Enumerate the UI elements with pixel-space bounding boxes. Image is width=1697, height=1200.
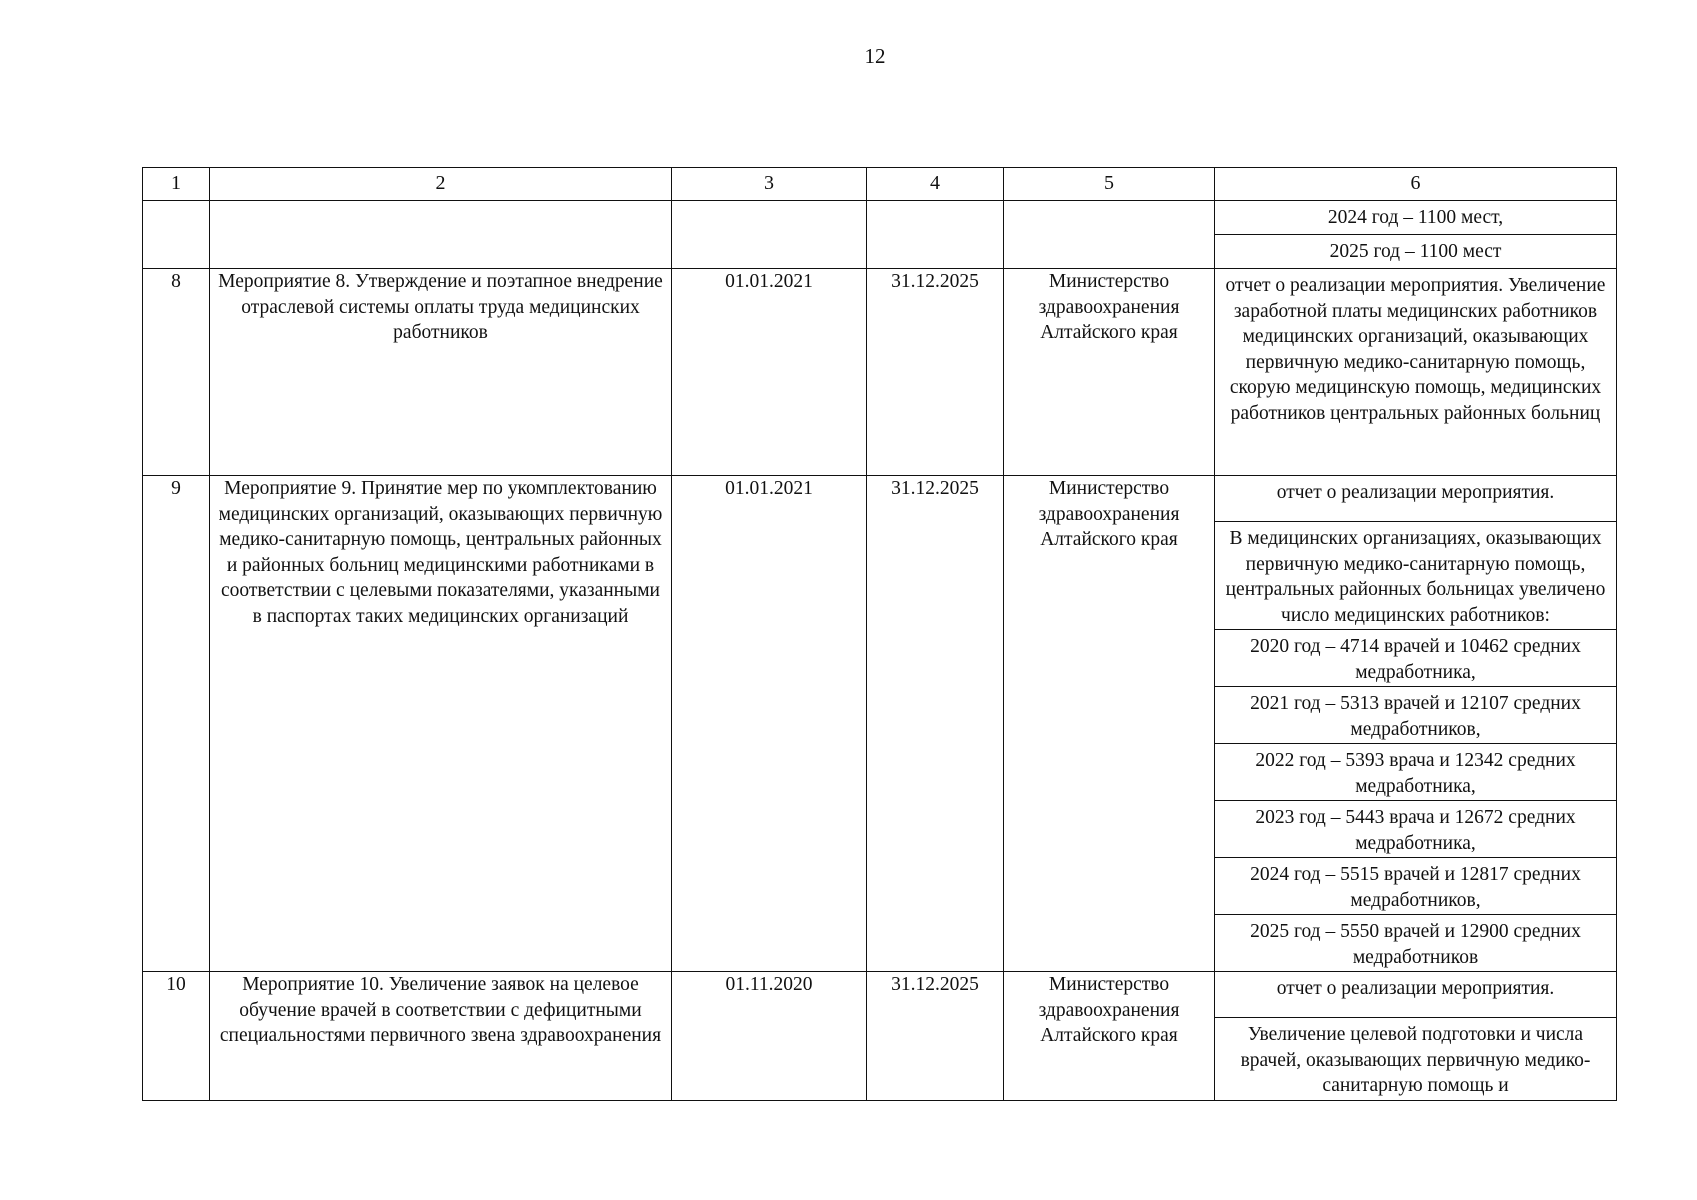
executor: Министерство здравоохранения Алтайского края [1004,972,1215,1101]
empty-cell [210,201,672,269]
empty-cell [867,201,1004,269]
start-date: 01.11.2020 [672,972,867,1101]
column-header: 1 [143,168,210,201]
column-header: 3 [672,168,867,201]
table-row [143,972,1617,1101]
executor: Министерство здравоохранения Алтайского края [1004,476,1215,972]
column-header: 6 [1215,168,1617,201]
result-text: 2024 год – 5515 врачей и 12817 средних медработников, [1215,858,1616,915]
result-text: 2020 год – 4714 врачей и 10462 средних медработника, [1215,630,1616,687]
result-text: Увеличение целевой подготовки и числа врачей, оказывающих первичную медико-санитарную помощь и [1240,1024,1591,1096]
row-number: 8 [143,269,210,476]
result-text: 2021 год – 5313 врачей и 12107 средних медработников, [1215,687,1616,744]
page-number: 12 [864,44,886,68]
column-header: 2 [210,168,672,201]
empty-cell [1004,201,1215,269]
event-description: Мероприятие 9. Принятие мер по укомплектованию медицинских организаций, оказывающих первичную медико-санитарную помощь, центральных районных и районных больниц медицинскими работниками в соответствии с целевыми показателями, указанными в паспортах таких медицинских организаций [210,476,672,972]
result-text: 2023 год – 5443 врача и 12672 средних медработника, [1215,801,1616,858]
end-date: 31.12.2025 [867,269,1004,476]
results-cell [1215,972,1617,1101]
row-number: 9 [143,476,210,972]
start-date: 01.01.2021 [672,269,867,476]
result-text: 2022 год – 5393 врача и 12342 средних медработника, [1215,744,1616,801]
results-cell [1215,476,1617,972]
row-number: 10 [143,972,210,1101]
result-text: отчет о реализации мероприятия. [1215,972,1616,1018]
result-cell: 2024 год – 1100 мест, [1215,201,1617,235]
activities-table [142,167,1617,1101]
result-text: В медицинских организациях, оказывающих первичную медико-санитарную помощь, центральных районных больницах увеличено число медицинских работников: [1215,522,1616,630]
continuation-row [143,201,1617,235]
end-date: 31.12.2025 [867,972,1004,1101]
empty-cell [672,201,867,269]
event-description: Мероприятие 8. Утверждение и поэтапное внедрение отраслевой системы оплаты труда медицинских работников [210,269,672,476]
column-header: 4 [867,168,1004,201]
table-row [143,269,1617,476]
results-cell [1215,269,1617,476]
start-date: 01.01.2021 [672,476,867,972]
table-row [143,476,1617,972]
result-text: 2025 год – 5550 врачей и 12900 средних медработников [1250,921,1581,968]
executor: Министерство здравоохранения Алтайского края [1004,269,1215,476]
column-header: 5 [1004,168,1215,201]
result-cell: 2025 год – 1100 мест [1215,235,1617,269]
end-date: 31.12.2025 [867,476,1004,972]
empty-cell [143,201,210,269]
event-description: Мероприятие 10. Увеличение заявок на целевое обучение врачей в соответствии с дефицитными специальностями первичного звена здравоохранения [210,972,672,1101]
result-text: отчет о реализации мероприятия. Увеличение заработной платы медицинских работников медицинских организаций, оказывающих первичную медико-санитарную помощь, скорую медицинскую помощь, медицинских работников центральных районных больниц [1225,275,1606,424]
result-text: отчет о реализации мероприятия. [1215,476,1616,522]
table-header-row [143,168,1617,201]
